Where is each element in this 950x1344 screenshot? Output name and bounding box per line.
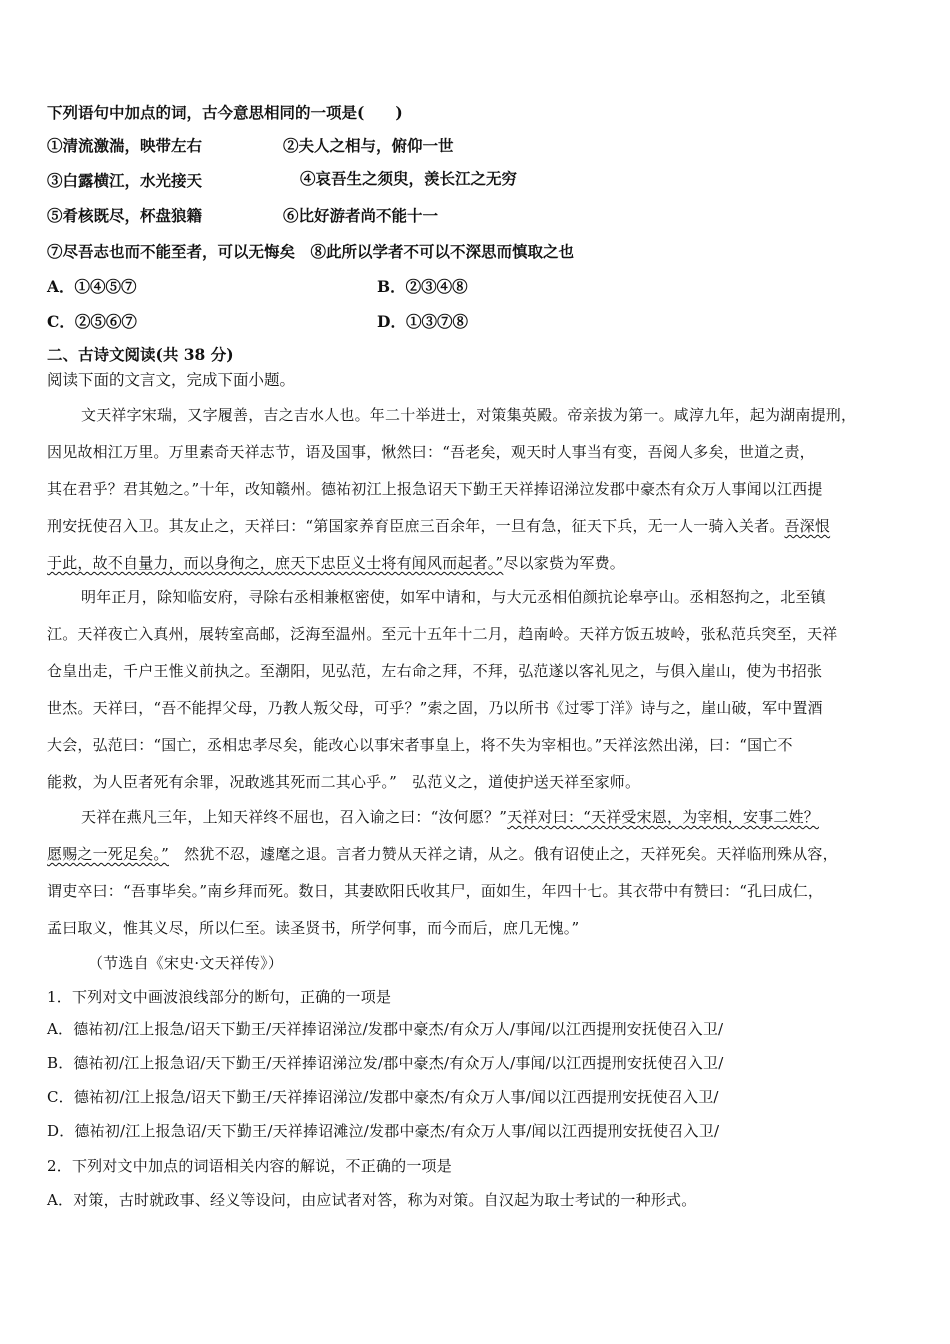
- question-stem: 下列语句中加点的词，古今意思相同的一项是( ): [47, 103, 403, 122]
- option-d: D．①③⑦⑧: [377, 312, 468, 331]
- sentence-7-8: [47, 239, 574, 265]
- option-b: B．②③④⑧: [377, 277, 468, 296]
- option-c: C．②⑤⑥⑦: [47, 312, 137, 331]
- passage-line: [81, 804, 819, 830]
- question-2-stem: 2．下列对文中加点的词语相关内容的解说，不正确的一项是: [47, 1157, 452, 1175]
- passage-text: 天祥在燕凡三年，上知天祥终不屈也，召入谕之曰：“汝何愿？”: [81, 808, 508, 826]
- question-2-option-a: A．对策，古时就政事、经义等设问，由应试者对答，称为对策。自汉起为取士考试的一种形式。: [47, 1191, 697, 1209]
- passage-line: [47, 513, 830, 539]
- wavy-underlined-text: 吾深恨: [784, 517, 831, 535]
- passage-line: 谓吏卒曰：“吾事毕矣。”南乡拜而死。数日，其妻欧阳氏收其尸，面如生，年四十七。其衣带中有赞曰：“孔曰成仁，: [47, 882, 824, 900]
- wavy-underlined-text: 愿赐之一死足矣。”: [47, 845, 169, 863]
- passage-text: 刑安抚使召入卫。其友止之，天祥曰：“第国家养育臣庶三百余年，一旦有急，征天下兵，无一人一骑入关者。: [47, 517, 785, 535]
- sentence-8: ⑧此所以学者不可以不深思而慎取之也: [310, 242, 575, 261]
- passage-text: 尽以家赀为军费。: [503, 554, 625, 572]
- passage-text: 然犹不忍，遽麾之退。言者力赞从天祥之请，从之。俄有诏使止之，天祥死矣。天祥临刑殊从容，: [168, 845, 838, 863]
- passage-source: （节选自《宋史·文天祥传》）: [88, 954, 284, 972]
- passage-line: [47, 841, 838, 867]
- passage-line: 江。天祥夜亡入真州，展转室高邮，泛海至温州。至元十五年十二月，趋南岭。天祥方饭五坡岭，张私范兵突至，天祥: [47, 625, 838, 643]
- sentence-7: ⑦尽吾志也而不能至者，可以无悔矣: [47, 242, 296, 261]
- sentence-4: ④哀吾生之须臾，羡长江之无穷: [300, 169, 518, 188]
- passage-line: 其在君乎？君其勉之。”十年，改知赣州。德祐初江上报急诏天下勤王天祥捧诏涕泣发郡中豪杰有众万人事闻以江西提: [47, 480, 823, 498]
- question-1-option-d: D．德祐初/江上报急诏/天下勤王/天祥捧诏滩泣/发郡中豪杰/有众万人事/闻以江西提刑安抚使召入卫/: [47, 1122, 720, 1140]
- section-title: 二、古诗文阅读(共 38 分): [47, 345, 234, 364]
- wavy-underlined-text: 天祥对曰：“天祥受宋恩，为宰相，安事二姓？: [507, 808, 820, 826]
- question-1-option-a: A．德祐初/江上报急/诏天下勤王/天祥捧诏涕泣/发郡中豪杰/有众万人/事闻/以江西提刑安抚使召入卫/: [47, 1020, 724, 1038]
- passage-line: 能救，为人臣者死有余罪，况敢逃其死而二其心乎。” 弘范义之，道使护送天祥至家师。: [47, 773, 641, 791]
- passage-line: 因见故相江万里。万里素奇天祥志节，语及国事，愀然曰：“吾老矣，观天时人事当有变，吾阅人多矣，世道之责，: [47, 443, 815, 461]
- sentence-6: ⑥比好游者尚不能十一: [283, 206, 439, 225]
- passage-line: 大会，弘范曰：“国亡，丞相忠孝尽矣，能改心以事宋者事皇上，将不失为宰相也。”天祥泫然出涕，曰：“国亡不: [47, 736, 793, 754]
- sentence-5: ⑤肴核既尽，杯盘狼籍: [47, 206, 203, 225]
- passage-line: 文天祥字宋瑞，又字履善，吉之吉水人也。年二十举进士，对策集英殿。帝亲拔为第一。咸淳九年，起为湖南提刑，: [81, 406, 857, 424]
- wavy-underlined-text: 于此，故不自量力，而以身徇之，庶天下忠臣义士将有闻风而起者。”: [47, 554, 504, 572]
- passage-line: 世杰。天祥曰，“吾不能捍父母，乃教人叛父母，可乎？”索之固，乃以所书《过零丁洋》诗与之，崖山破，军中置酒: [47, 699, 823, 717]
- section-instruction: 阅读下面的文言文，完成下面小题。: [47, 371, 296, 389]
- question-1-stem: 1．下列对文中画波浪线部分的断句，正确的一项是: [47, 988, 392, 1006]
- passage-line: 孟曰取义，惟其义尽，所以仁至。读圣贤书，所学何事，而今而后，庶几无愧。”: [47, 919, 580, 937]
- sentence-2: ②夫人之相与，俯仰一世: [283, 136, 454, 155]
- sentence-1: ①清流激湍，映带左右: [47, 136, 203, 155]
- passage-line: [47, 550, 625, 576]
- question-1-option-c: C．德祐初/江上报急/诏天下勤王/天祥捧诏涕泣/发郡中豪杰/有众万人事/闻以江西提刑安抚使召入卫/: [47, 1088, 719, 1106]
- passage-line: 明年正月，除知临安府，寻除右丞相兼枢密使，如军中请和，与大元丞相伯颜抗论皋亭山。丞相怒拘之，北至镇: [81, 588, 826, 606]
- passage-line: 仓皇出走，千户王惟义前执之。至潮阳，见弘范，左右命之拜，不拜，弘范遂以客礼见之，与俱入崖山，使为书招张: [47, 662, 823, 680]
- question-1-option-b: B．德祐初/江上报急诏/天下勤王/天祥捧诏涕泣发/郡中豪杰/有众万人/事闻/以江西提刑安抚使召入卫/: [47, 1054, 724, 1072]
- sentence-3: ③白露横江，水光接天: [47, 171, 203, 190]
- option-a: A．①④⑤⑦: [47, 277, 137, 296]
